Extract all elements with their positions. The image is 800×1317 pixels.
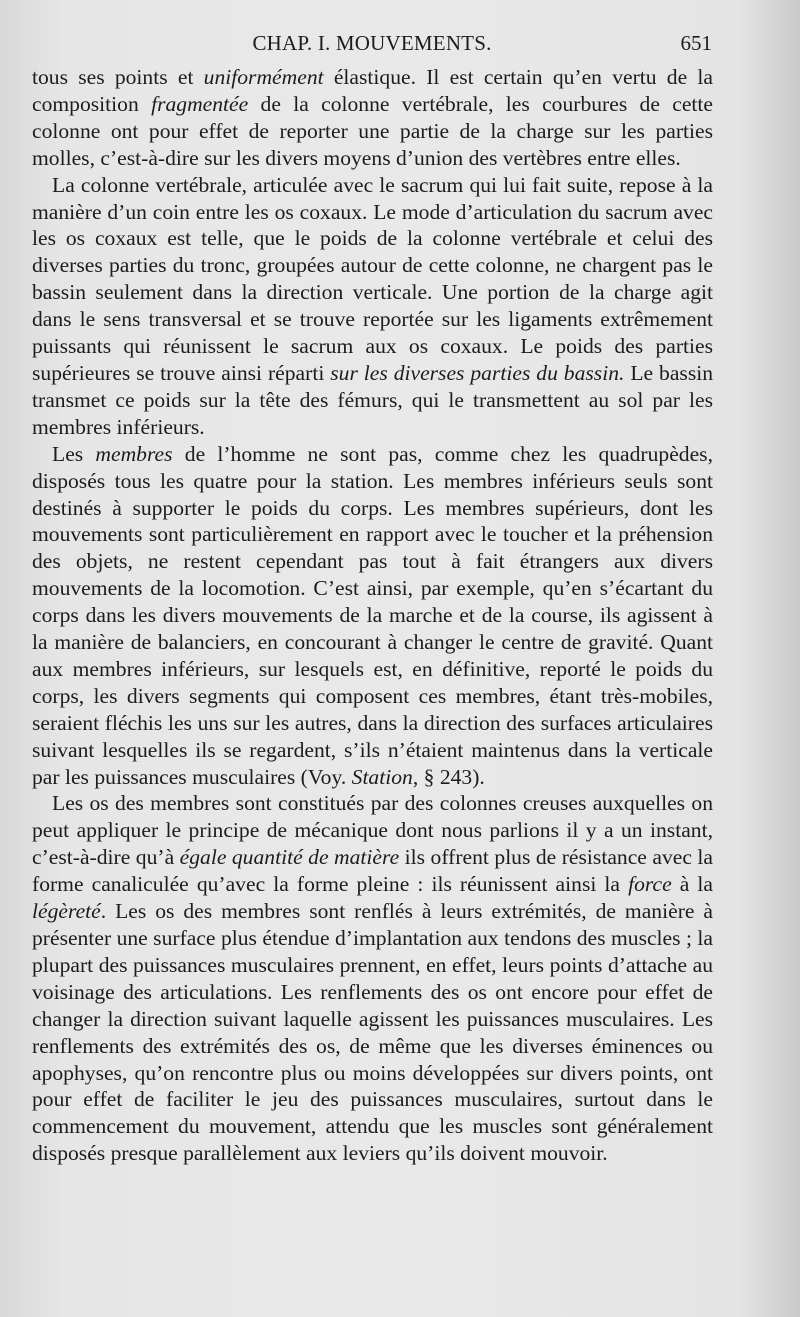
- page-number: 651: [680, 31, 712, 55]
- paragraph-4: [32, 790, 713, 1167]
- paragraph-2: [32, 172, 713, 441]
- paragraph-3: [32, 441, 713, 791]
- para-2-seg-3: Le bassin transmet ce poids sur la tête des fémurs, qui le transmettent au sol par les membres inférieurs.: [32, 360, 714, 439]
- para-3-seg-4: Station: [351, 764, 413, 789]
- para-4-seg-1: Les os des membres sont constitués par des colonnes creuses auxquelles on peut appliquer le principe de mécanique dont nous parlions il y a un instant, c’est-à-dire qu’à: [32, 791, 713, 870]
- para-4-seg-4: force: [628, 872, 672, 897]
- para-4-seg-6: légèreté: [32, 899, 101, 924]
- page-edge-shadow: [740, 0, 800, 1317]
- body-text: [32, 64, 713, 1167]
- para-2-seg-1: La colonne vertébrale, articulée avec le sacrum qui lui fait suite, repose à la manière d’un coin entre les os coxaux. Le mode d’articulation du sacrum avec les os coxaux est telle, que le poids de la colonne vertébrale et celui des diverses parties du tronc, groupées autour de cette colonne, ne chargent pas le bassin seulement dans la direction verticale. Une portion de la charge agit dans le sens transversal et se trouve reportée sur les ligaments extrêmement puissants qui réunissent le sacrum aux os coxaux. Le poids des parties supérieures se trouve ainsi réparti: [32, 172, 713, 385]
- para-4-seg-2: égale quantité de matière: [179, 845, 400, 870]
- running-head: CHAP. I. MOUVEMENTS.: [252, 31, 492, 55]
- para-1-seg-3: élastique. Il est certain qu’en vertu de la composition: [32, 65, 713, 116]
- para-1-seg-4: fragmentée: [151, 91, 249, 116]
- para-3-seg-3: de l’homme ne sont pas, comme chez les quadrupèdes, disposés tous les quatre pour la station. Les membres inférieurs seuls sont destinés à supporter le poids du corps. Les membres supérieurs, dont les mouvements sont particulièrement en rapport avec le toucher et la préhension des objets, ne restent cependant pas tout à fait étrangers aux divers mouvements de la locomotion. C’est ainsi, par exemple, qu’en s’écartant du corps dans les divers mouvements de la marche et de la course, ils agissent à la manière de balanciers, en concourant à changer le centre de gravité. Quant aux membres inférieurs, sur lesquels est, en définitive, reporté le poids du corps, les divers segments qui composent ces membres, étant très-mobiles, seraient fléchis les uns sur les autres, dans la direction des surfaces articulaires suivant lesquelles ils se regardent, s’ils n’étaient maintenus dans la verticale par les puissances musculaires (Voy.: [32, 441, 713, 789]
- para-3-seg-2: membres: [95, 441, 173, 466]
- page-header: [32, 30, 712, 56]
- para-1-seg-5: de la colonne vertébrale, les courbures de cette colonne ont pour effet de reporter une partie de la charge sur les parties molles, c’est-à-dire sur les divers moyens d’union des vertèbres entre elles.: [32, 91, 713, 170]
- para-4-seg-7: . Les os des membres sont renflés à leurs extrémités, de manière à présenter une surface plus étendue d’implantation aux tendons des muscles ; la plupart des puissances musculaires prennent, en effet, leurs points d’attache au voisinage des articulations. Les renflements des os ont encore pour effet de changer la direction suivant laquelle agissent les puissances musculaires. Les renflements des extrémités des os, de même que les diverses éminences ou apophyses, qu’on rencontre plus ou moins développées sur divers points, ont pour effet de faciliter le jeu des puissances musculaires, surtout dans le commencement du mouvement, attendu que les muscles sont généralement disposés presque parallèlement aux leviers qu’ils doivent mouvoir.: [32, 899, 713, 1166]
- para-3-seg-5: , § 243).: [412, 764, 485, 789]
- para-2-seg-2: sur les diverses parties du bassin.: [330, 360, 625, 385]
- paragraph-1: [32, 64, 713, 172]
- para-1-seg-2: uniformément: [203, 65, 324, 89]
- para-3-seg-1: Les: [52, 441, 96, 466]
- para-4-seg-5: à la: [671, 872, 713, 897]
- para-4-seg-3: ils offrent plus de résistance avec la forme canaliculée qu’avec la forme pleine : ils réunissent ainsi la: [32, 845, 713, 897]
- para-1-seg-1: tous ses points et: [32, 65, 204, 89]
